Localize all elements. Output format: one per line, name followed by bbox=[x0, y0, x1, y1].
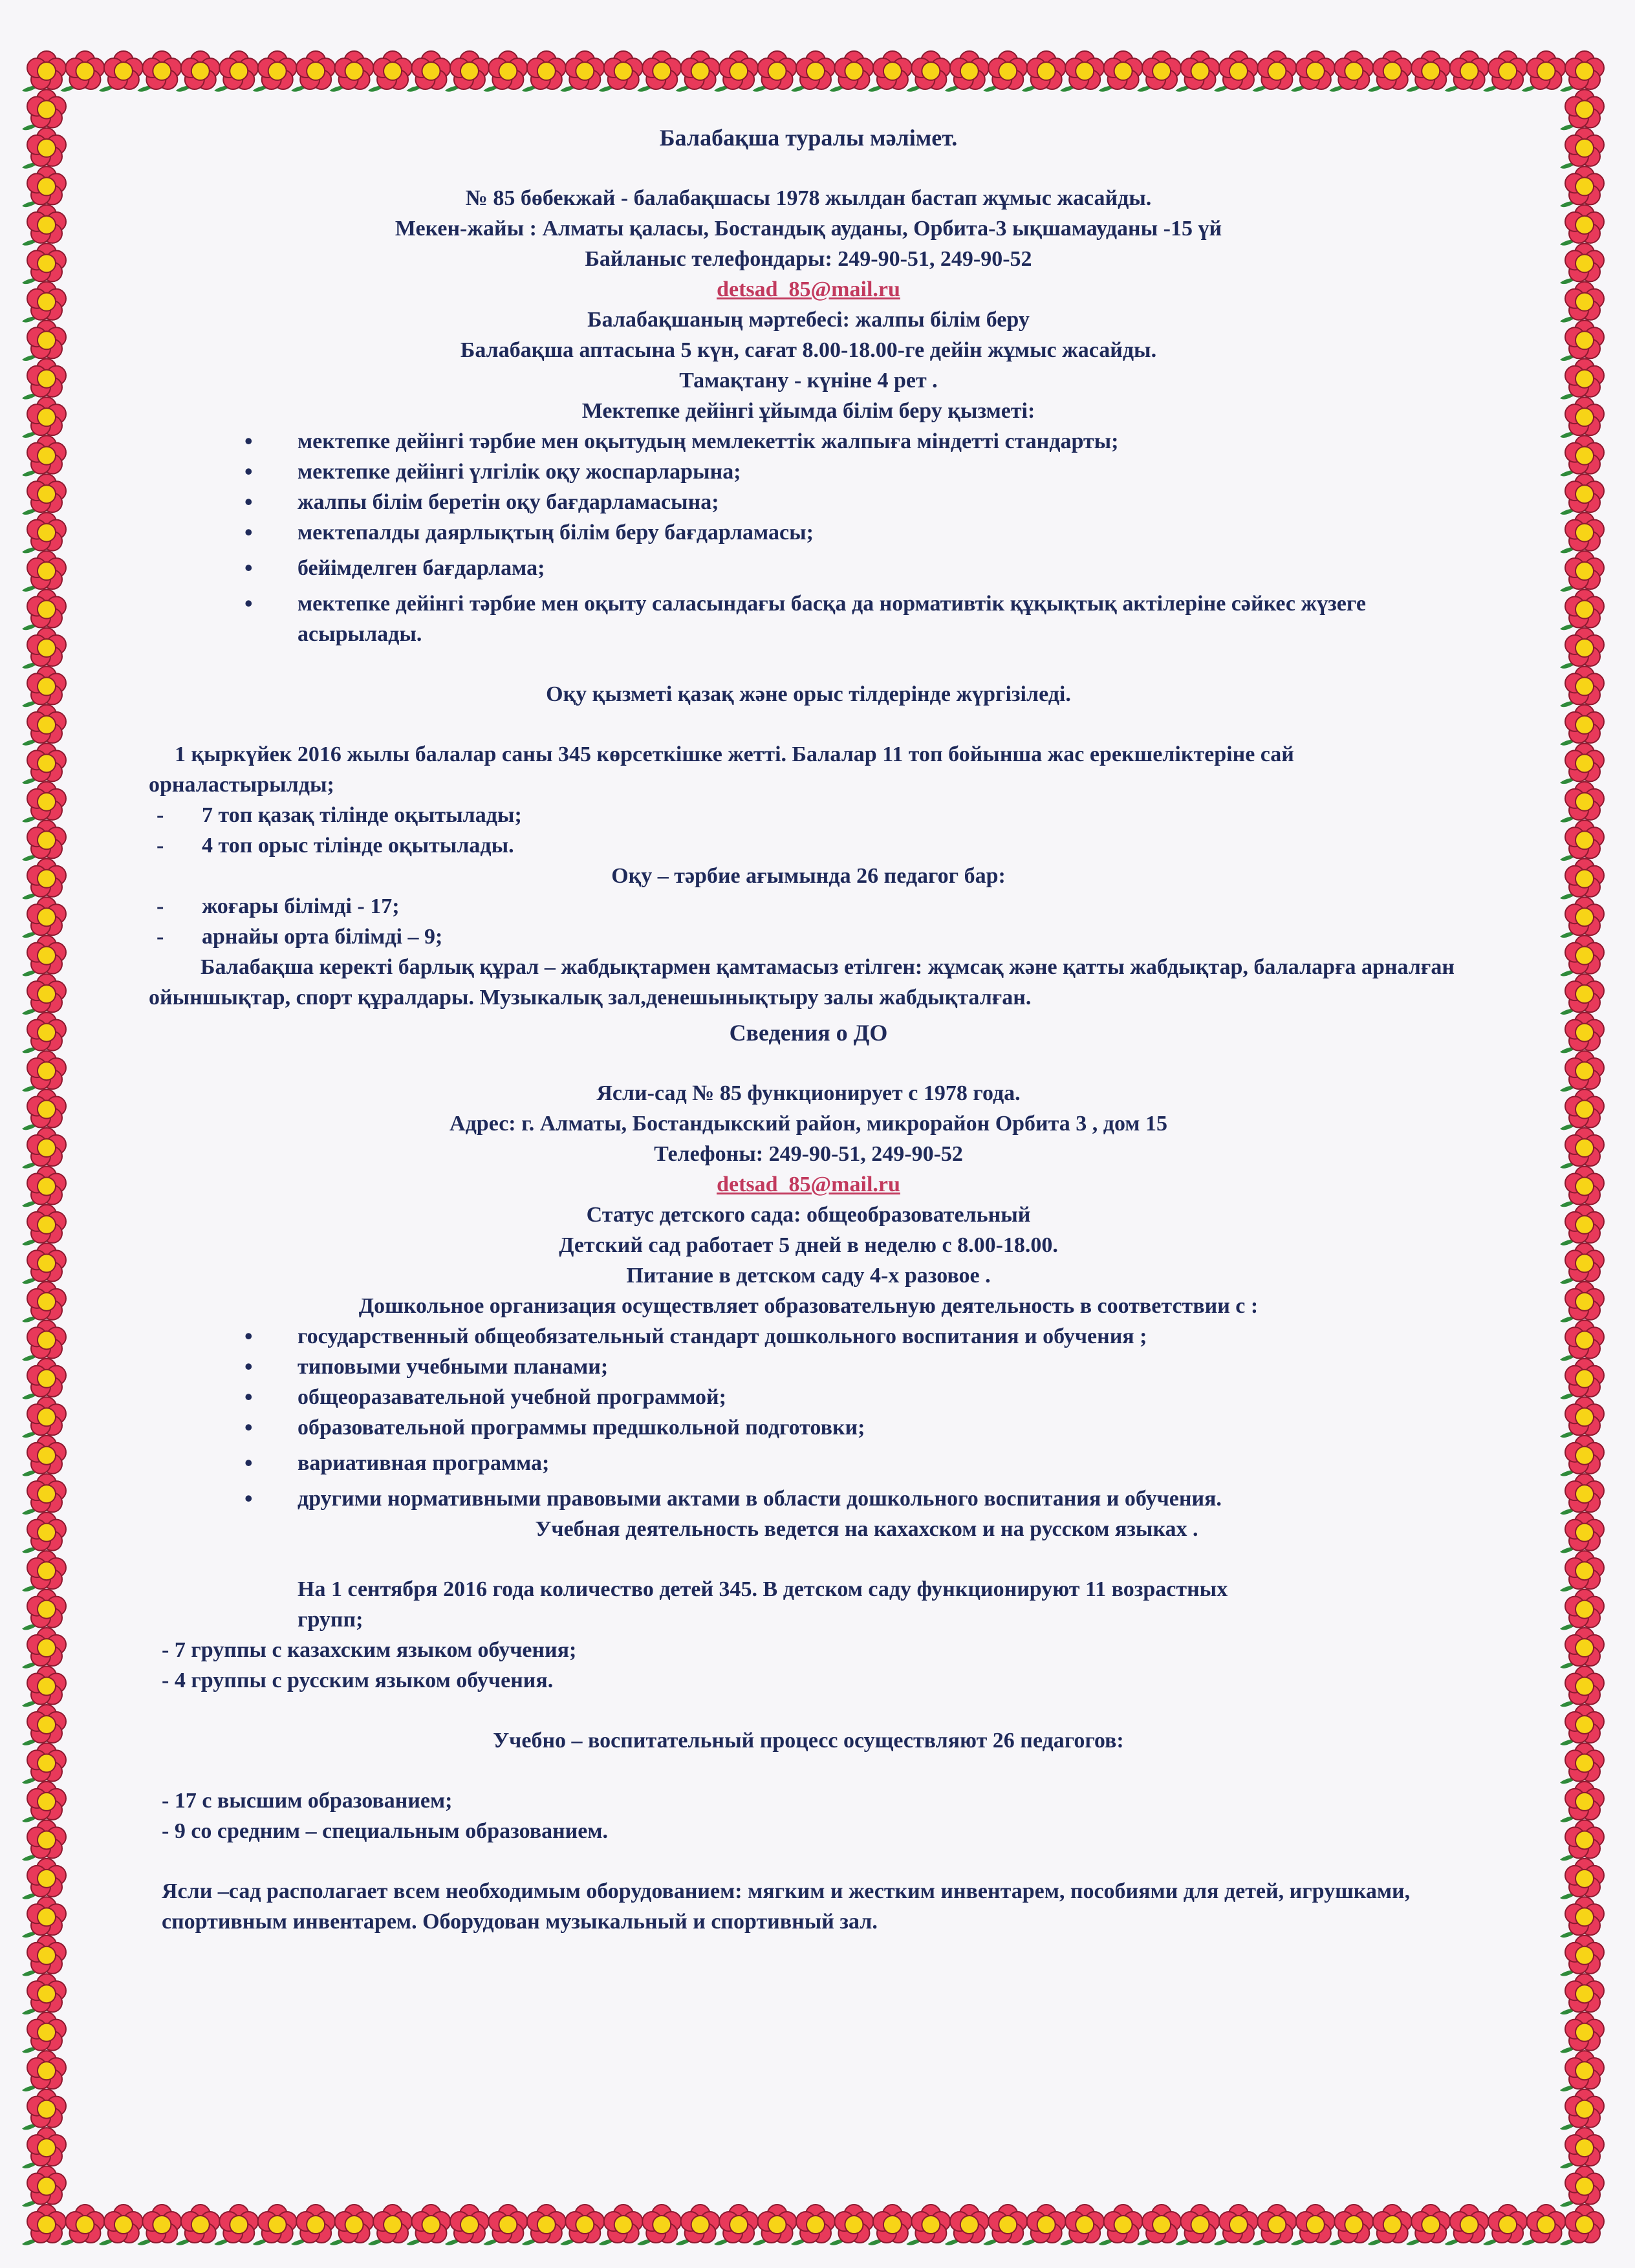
flower-icon bbox=[22, 974, 66, 1015]
kk-founded: № 85 бөбекжай - балабақшасы 1978 жылдан бастап жұмыс жасайды. bbox=[465, 186, 1152, 210]
kk-title: Балабақша туралы мәлімет. bbox=[659, 125, 958, 151]
flower-icon bbox=[368, 2205, 412, 2245]
flower-icon bbox=[22, 551, 66, 592]
flower-icon bbox=[791, 2205, 835, 2245]
ru-edu-higher: - 17 с высшим образованием; bbox=[162, 1789, 453, 1813]
flower-icon bbox=[1560, 1551, 1604, 1592]
flower-icon bbox=[1560, 2205, 1604, 2245]
flower-icon bbox=[22, 1936, 66, 1976]
flower-icon bbox=[22, 1359, 66, 1399]
flower-icon bbox=[1560, 1974, 1604, 2014]
flower-icon bbox=[1560, 1090, 1604, 1130]
flower-icon bbox=[1560, 590, 1604, 631]
flower-icon bbox=[1560, 1667, 1604, 1707]
flower-icon bbox=[1560, 1743, 1604, 1784]
ru-founded: Ясли-сад № 85 функционирует с 1978 года. bbox=[596, 1081, 1021, 1105]
flower-icon bbox=[1022, 2205, 1066, 2245]
flower-icon bbox=[253, 51, 297, 92]
flower-icon bbox=[22, 936, 66, 977]
flower-icon bbox=[1560, 859, 1604, 900]
flower-icon bbox=[22, 2013, 66, 2053]
list-item: • другими нормативными правовыми актами в области дошкольного воспитания и обучения. bbox=[149, 1484, 1468, 1514]
flower-icon bbox=[22, 2090, 66, 2130]
flower-icon bbox=[637, 2205, 681, 2245]
flower-icon bbox=[137, 51, 181, 92]
flower-icon bbox=[22, 205, 66, 246]
flower-icon bbox=[637, 51, 681, 92]
flower-icon bbox=[99, 51, 143, 92]
flower-icon bbox=[22, 897, 66, 938]
ru-teachers: Учебно – воспитательный процесс осуществляют 26 педагогов: bbox=[493, 1729, 1124, 1753]
list-item: • государственный общеобязательный стандарт дошкольного воспитания и обучения ; bbox=[149, 1321, 1468, 1352]
flower-icon bbox=[22, 2051, 66, 2091]
flower-icon bbox=[22, 590, 66, 631]
flower-icon bbox=[22, 628, 66, 669]
flower-icon bbox=[214, 2205, 258, 2245]
flower-icon bbox=[1560, 1513, 1604, 1553]
flower-icon bbox=[483, 2205, 527, 2245]
flower-icon bbox=[1214, 51, 1258, 92]
flower-icon bbox=[1560, 551, 1604, 592]
ru-phones: Телефоны: 249-90-51, 249-90-52 bbox=[654, 1142, 963, 1166]
ru-edu-special: - 9 со средним – специальным образованием. bbox=[162, 1819, 609, 1843]
flower-icon bbox=[445, 2205, 489, 2245]
flower-icon bbox=[22, 1436, 66, 1476]
ru-edu-intro: Дошкольное организация осуществляет образовательную деятельность в соответствии с : bbox=[358, 1294, 1259, 1318]
flower-icon bbox=[522, 2205, 566, 2245]
flower-icon bbox=[22, 1974, 66, 2014]
flower-icon bbox=[22, 1551, 66, 1592]
flower-icon bbox=[1252, 2205, 1296, 2245]
flower-icon bbox=[22, 51, 66, 92]
flower-icon bbox=[1560, 705, 1604, 746]
flower-icon bbox=[22, 1320, 66, 1361]
flower-icon bbox=[22, 474, 66, 515]
flower-icon bbox=[1560, 1243, 1604, 1284]
flower-icon bbox=[407, 2205, 451, 2245]
flower-icon bbox=[22, 1705, 66, 1745]
flower-icon bbox=[22, 1743, 66, 1784]
flower-icon bbox=[945, 51, 989, 92]
flower-icon bbox=[1560, 1051, 1604, 1092]
flower-icon bbox=[945, 2205, 989, 2245]
kk-equipment: Балабақша керекті барлық құрал – жабдықтармен қамтамасыз етілген: жұмсақ және қатты жабдықтар, балаларға арналған ойыншықтар, спорт құралдары. Музыкалық зал,денешынықтыру залы жабдықталған. bbox=[149, 955, 1455, 1010]
flower-icon bbox=[22, 89, 66, 130]
flower-icon bbox=[1560, 2090, 1604, 2130]
flower-icon bbox=[1560, 513, 1604, 554]
list-item: • бейімделген бағдарлама; bbox=[149, 553, 1468, 583]
flower-icon bbox=[1560, 897, 1604, 938]
flower-icon bbox=[676, 51, 720, 92]
flower-icon bbox=[560, 2205, 604, 2245]
flower-icon bbox=[1368, 51, 1412, 92]
kk-status: Балабақшаның мәртебесі: жалпы білім беру bbox=[587, 308, 1030, 332]
flower-icon bbox=[1560, 89, 1604, 130]
ru-languages: Учебная деятельность ведется на кахахском и на русском языках . bbox=[535, 1517, 1198, 1541]
flower-icon bbox=[868, 2205, 912, 2245]
list-item: • типовыми учебными планами; bbox=[149, 1352, 1468, 1382]
flower-icon bbox=[1560, 1705, 1604, 1745]
flower-icon bbox=[483, 51, 527, 92]
flower-icon bbox=[22, 1013, 66, 1053]
flower-icon bbox=[1483, 51, 1527, 92]
flower-icon bbox=[214, 51, 258, 92]
flower-icon bbox=[1560, 1397, 1604, 1438]
ru-email-link[interactable]: detsad_85@mail.ru bbox=[717, 1172, 900, 1196]
flower-icon bbox=[1560, 1205, 1604, 1246]
kk-group-kz: 7 топ қазақ тілінде оқытылады; bbox=[202, 803, 522, 827]
flower-icon bbox=[1560, 936, 1604, 977]
flower-icon bbox=[407, 51, 451, 92]
flower-icon bbox=[1252, 51, 1296, 92]
flower-icon bbox=[983, 51, 1027, 92]
kk-bullet-list bbox=[149, 426, 1468, 649]
flower-icon bbox=[60, 2205, 104, 2245]
flower-icon bbox=[22, 1051, 66, 1092]
list-item: • мектепке дейінгі тәрбие мен оқытудың мемлекеттік жалпыға міндетті стандарты; bbox=[149, 426, 1468, 457]
flower-icon bbox=[1560, 359, 1604, 400]
flower-icon bbox=[1176, 51, 1220, 92]
flower-icon bbox=[22, 2166, 66, 2207]
kk-children-count: 1 қыркүйек 2016 жылы балалар саны 345 көрсеткішке жетті. Балалар 11 топ бойынша жас ерекшеліктеріне сай орналастырылды; bbox=[149, 742, 1294, 797]
flower-icon bbox=[330, 2205, 374, 2245]
ru-equipment: Ясли –сад располагает всем необходимым оборудованием: мягким и жестким инвентарем, пособиями для детей, игрушками, спортивным инвентарем. Оборудован музыкальный и спортивный зал. bbox=[162, 1879, 1411, 1934]
list-item: • общеоразавательной учебной программой; bbox=[149, 1382, 1468, 1412]
flower-icon bbox=[1560, 474, 1604, 515]
list-item: - 4 топ орыс тілінде оқытылады. bbox=[157, 834, 514, 858]
flower-icon bbox=[22, 1820, 66, 1861]
flower-icon bbox=[1522, 2205, 1566, 2245]
list-item: • мектепке дейінгі үлгілік оқу жоспарларына; bbox=[149, 457, 1468, 487]
flower-icon bbox=[1560, 1166, 1604, 1207]
flower-icon bbox=[1560, 974, 1604, 1015]
kk-languages: Оқу қызметі қазақ және орыс тілдерінде жүргізіледі. bbox=[546, 682, 1071, 706]
flower-icon bbox=[1560, 1359, 1604, 1399]
flower-icon bbox=[1291, 2205, 1335, 2245]
flower-icon bbox=[1560, 1282, 1604, 1323]
flower-icon bbox=[22, 1590, 66, 1630]
flower-icon bbox=[1560, 128, 1604, 169]
flower-icon bbox=[368, 51, 412, 92]
list-item: • мектепке дейінгі тәрбие мен оқыту саласындағы басқа да нормативтік құқықтық актілеріне сәйкес жүзеге асырылады. bbox=[149, 589, 1468, 649]
flower-icon bbox=[1560, 397, 1604, 438]
ru-schedule: Детский сад работает 5 дней в неделю с 8.00-18.00. bbox=[559, 1233, 1058, 1257]
ru-children-count: На 1 сентября 2016 года количество детей 345. В детском саду функционируют 11 возрастных групп; bbox=[298, 1577, 1228, 1632]
flower-icon bbox=[1560, 1474, 1604, 1515]
flower-icon bbox=[1560, 2051, 1604, 2091]
flower-icon bbox=[753, 51, 797, 92]
flower-icon bbox=[676, 2205, 720, 2245]
flower-icon bbox=[445, 51, 489, 92]
flower-icon bbox=[22, 243, 66, 284]
flower-icon bbox=[1329, 2205, 1373, 2245]
list-item: • образовательной программы предшкольной подготовки; bbox=[149, 1412, 1468, 1443]
flower-icon bbox=[137, 2205, 181, 2245]
flower-icon bbox=[1445, 51, 1489, 92]
flower-icon bbox=[714, 2205, 758, 2245]
list-item: • вариативная программа; bbox=[149, 1448, 1468, 1478]
flower-icon bbox=[22, 359, 66, 400]
flower-icon bbox=[1560, 1436, 1604, 1476]
flower-icon bbox=[1560, 1820, 1604, 1861]
flower-icon bbox=[1560, 666, 1604, 707]
flower-icon bbox=[22, 1859, 66, 1899]
flower-icon bbox=[176, 2205, 220, 2245]
flower-icon bbox=[22, 1397, 66, 1438]
flower-icon bbox=[1445, 2205, 1489, 2245]
flower-icon bbox=[253, 2205, 297, 2245]
flower-icon bbox=[60, 51, 104, 92]
flower-icon bbox=[1022, 51, 1066, 92]
flower-icon bbox=[1560, 1897, 1604, 1938]
flower-icon bbox=[1560, 436, 1604, 477]
flower-icon bbox=[791, 51, 835, 92]
flower-icon bbox=[22, 782, 66, 823]
ru-status: Статус детского сада: общеобразовательный bbox=[586, 1203, 1031, 1227]
flower-icon bbox=[1060, 51, 1104, 92]
flower-icon bbox=[22, 743, 66, 784]
kk-group-ru: 4 топ орыс тілінде оқытылады. bbox=[202, 834, 514, 858]
flower-icon bbox=[1099, 51, 1143, 92]
flower-icon bbox=[22, 1474, 66, 1515]
flower-icon bbox=[983, 2205, 1027, 2245]
flower-icon bbox=[1522, 51, 1566, 92]
kk-address: Мекен-жайы : Алматы қаласы, Бостандық ауданы, Орбита-3 ықшамауданы -15 үй bbox=[395, 217, 1222, 241]
kk-edu-special: арнайы орта білімді – 9; bbox=[202, 925, 443, 949]
flower-icon bbox=[22, 2128, 66, 2168]
flower-icon bbox=[291, 2205, 335, 2245]
flower-icon bbox=[1560, 1590, 1604, 1630]
flower-icon bbox=[22, 1667, 66, 1707]
flower-icon bbox=[22, 1166, 66, 1207]
kk-email-link[interactable]: detsad_85@mail.ru bbox=[717, 277, 900, 301]
flower-icon bbox=[714, 51, 758, 92]
flower-icon bbox=[1329, 51, 1373, 92]
flower-icon bbox=[1368, 2205, 1412, 2245]
flower-icon bbox=[1560, 51, 1604, 92]
flower-icon bbox=[22, 320, 66, 361]
flower-icon bbox=[1560, 743, 1604, 784]
flower-icon bbox=[1560, 782, 1604, 823]
list-item: - арнайы орта білімді – 9; bbox=[157, 925, 443, 949]
flower-icon bbox=[1560, 1859, 1604, 1899]
flower-icon bbox=[753, 2205, 797, 2245]
list-item: - 7 топ қазақ тілінде оқытылады; bbox=[157, 803, 522, 827]
kk-phones: Байланыс телефондары: 249-90-51, 249-90-52 bbox=[585, 247, 1032, 271]
flower-icon bbox=[1137, 51, 1181, 92]
flower-icon bbox=[22, 820, 66, 861]
flower-icon bbox=[22, 666, 66, 707]
flower-icon bbox=[22, 859, 66, 900]
flower-icon bbox=[22, 1897, 66, 1938]
flower-icon bbox=[22, 2205, 66, 2245]
flower-icon bbox=[599, 51, 643, 92]
flower-icon bbox=[1560, 1320, 1604, 1361]
flower-icon bbox=[22, 282, 66, 323]
ru-bullet-list bbox=[149, 1321, 1468, 1514]
list-item: • мектепалды даярлықтың білім беру бағдарламасы; bbox=[149, 517, 1468, 548]
flower-icon bbox=[22, 1628, 66, 1669]
flower-icon bbox=[22, 128, 66, 169]
kk-edu-intro: Мектепке дейінгі ұйымда білім беру қызметі: bbox=[581, 399, 1035, 423]
flower-icon bbox=[22, 436, 66, 477]
flower-icon bbox=[1560, 2013, 1604, 2053]
flower-icon bbox=[1560, 2128, 1604, 2168]
kk-meals: Тамақтану - күніне 4 рет . bbox=[679, 369, 938, 393]
flower-icon bbox=[829, 51, 873, 92]
flower-icon bbox=[22, 1205, 66, 1246]
flower-icon bbox=[522, 51, 566, 92]
flower-icon bbox=[22, 1128, 66, 1169]
flower-icon bbox=[906, 2205, 950, 2245]
flower-icon bbox=[1060, 2205, 1104, 2245]
flower-icon bbox=[22, 397, 66, 438]
flower-icon bbox=[1406, 51, 1450, 92]
kk-schedule: Балабақша аптасына 5 күн, сағат 8.00-18.00-ге дейін жұмыс жасайды. bbox=[460, 338, 1157, 362]
flower-icon bbox=[1560, 205, 1604, 246]
flower-icon bbox=[1560, 1128, 1604, 1169]
flower-icon bbox=[1560, 282, 1604, 323]
flower-icon bbox=[330, 51, 374, 92]
flower-icon bbox=[1560, 1013, 1604, 1053]
flower-icon bbox=[22, 1782, 66, 1822]
flower-icon bbox=[829, 2205, 873, 2245]
flower-icon bbox=[1560, 820, 1604, 861]
flower-icon bbox=[1137, 2205, 1181, 2245]
ru-group-ru: - 4 группы с русским языком обучения. bbox=[162, 1669, 554, 1692]
flower-icon bbox=[1483, 2205, 1527, 2245]
flower-icon bbox=[22, 166, 66, 207]
flower-icon bbox=[1176, 2205, 1220, 2245]
flower-icon bbox=[1560, 166, 1604, 207]
flower-icon bbox=[1560, 1936, 1604, 1976]
list-item: - жоғары білімді - 17; bbox=[157, 894, 400, 918]
flower-icon bbox=[1214, 2205, 1258, 2245]
flower-icon bbox=[1560, 243, 1604, 284]
flower-icon bbox=[1099, 2205, 1143, 2245]
kk-edu-higher: жоғары білімді - 17; bbox=[202, 894, 400, 918]
flower-icon bbox=[22, 1090, 66, 1130]
flower-icon bbox=[291, 51, 335, 92]
flower-icon bbox=[1291, 51, 1335, 92]
flower-icon bbox=[1560, 1628, 1604, 1669]
flower-icon bbox=[22, 1243, 66, 1284]
kk-teachers: Оқу – тәрбие ағымында 26 педагог бар: bbox=[611, 864, 1006, 888]
flower-icon bbox=[1560, 1782, 1604, 1822]
flower-icon bbox=[22, 1282, 66, 1323]
flower-icon bbox=[22, 513, 66, 554]
document-body bbox=[149, 123, 1468, 1937]
ru-group-kz: - 7 группы с казахским языком обучения; bbox=[162, 1638, 577, 1662]
ru-title: Сведения о ДО bbox=[729, 1020, 888, 1046]
flower-icon bbox=[906, 51, 950, 92]
flower-icon bbox=[560, 51, 604, 92]
flower-icon bbox=[1560, 320, 1604, 361]
flower-icon bbox=[99, 2205, 143, 2245]
flower-icon bbox=[1560, 628, 1604, 669]
flower-icon bbox=[1560, 2166, 1604, 2207]
ru-address: Адрес: г. Алматы, Бостандыкский район, микрорайон Орбита 3 , дом 15 bbox=[449, 1112, 1167, 1136]
list-item: • жалпы білім беретін оқу бағдарламасына; bbox=[149, 487, 1468, 517]
flower-icon bbox=[22, 1513, 66, 1553]
ru-meals: Питание в детском саду 4-х разовое . bbox=[626, 1264, 991, 1288]
flower-icon bbox=[22, 705, 66, 746]
flower-icon bbox=[868, 51, 912, 92]
flower-icon bbox=[1406, 2205, 1450, 2245]
flower-icon bbox=[176, 51, 220, 92]
flower-icon bbox=[599, 2205, 643, 2245]
